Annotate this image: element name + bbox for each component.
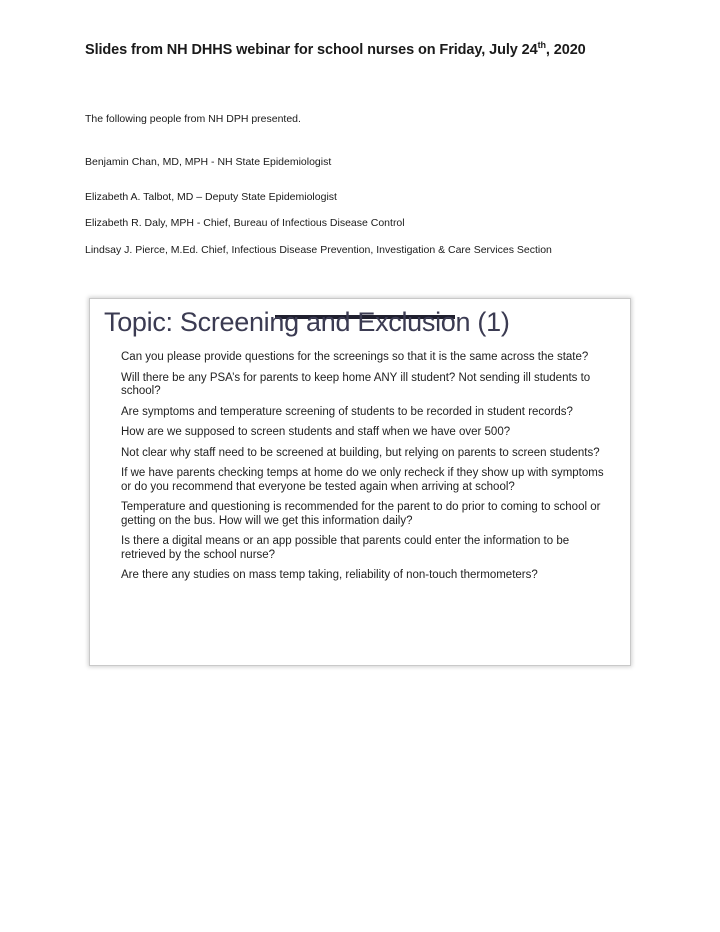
slide-image [89, 298, 631, 666]
intro-text: The following people from NH DPH presented. [85, 113, 301, 125]
slide-question-list [121, 351, 611, 590]
presenter-daly: Elizabeth R. Daly, MPH - Chief, Bureau of Infectious Disease Control [85, 217, 405, 229]
presenter-chan: Benjamin Chan, MD, MPH - NH State Epidemiologist [85, 156, 332, 168]
list-item: Are symptoms and temperature screening of students to be recorded in student records? [121, 405, 573, 418]
list-item: Temperature and questioning is recommended for the parent to do prior to coming to school or getting on the bus. How will we get this information daily? [121, 501, 601, 527]
list-item: Can you please provide questions for the screenings so that it is the same across the state? [121, 351, 589, 363]
page-title-end: , 2020 [545, 42, 586, 58]
presenter-pierce: Lindsay J. Pierce, M.Ed. Chief, Infectious Disease Prevention, Investigation & Care Services Section [85, 244, 552, 256]
page-title-superscript: th [537, 40, 546, 50]
list-item: Are there any studies on mass temp taking, reliability of non-touch thermometers? [121, 569, 538, 581]
presenter-talbot: Elizabeth A. Talbot, MD – Deputy State Epidemiologist [85, 191, 337, 203]
page-title [85, 42, 586, 58]
list-item: Not clear why staff need to be screened at building, but relying on parents to screen students? [121, 446, 600, 459]
list-item: How are we supposed to screen students and staff when we have over 500? [121, 426, 511, 438]
list-item: Will there be any PSA’s for parents to keep home ANY ill student? Not sending ill students to school? [121, 371, 591, 397]
list-item: If we have parents checking temps at home do we only recheck if they show up with symptoms or do you recommend that everyone be tested again when arriving at school? [121, 467, 604, 493]
list-item: Is there a digital means or an app possible that parents could enter the information to be retrieved by the school nurse? [121, 535, 570, 561]
slide-title: Topic: Screening and Exclusion (1) [104, 307, 510, 337]
page-title-main: Slides from NH DHHS webinar for school nurses on Friday, July 24 [85, 42, 538, 58]
